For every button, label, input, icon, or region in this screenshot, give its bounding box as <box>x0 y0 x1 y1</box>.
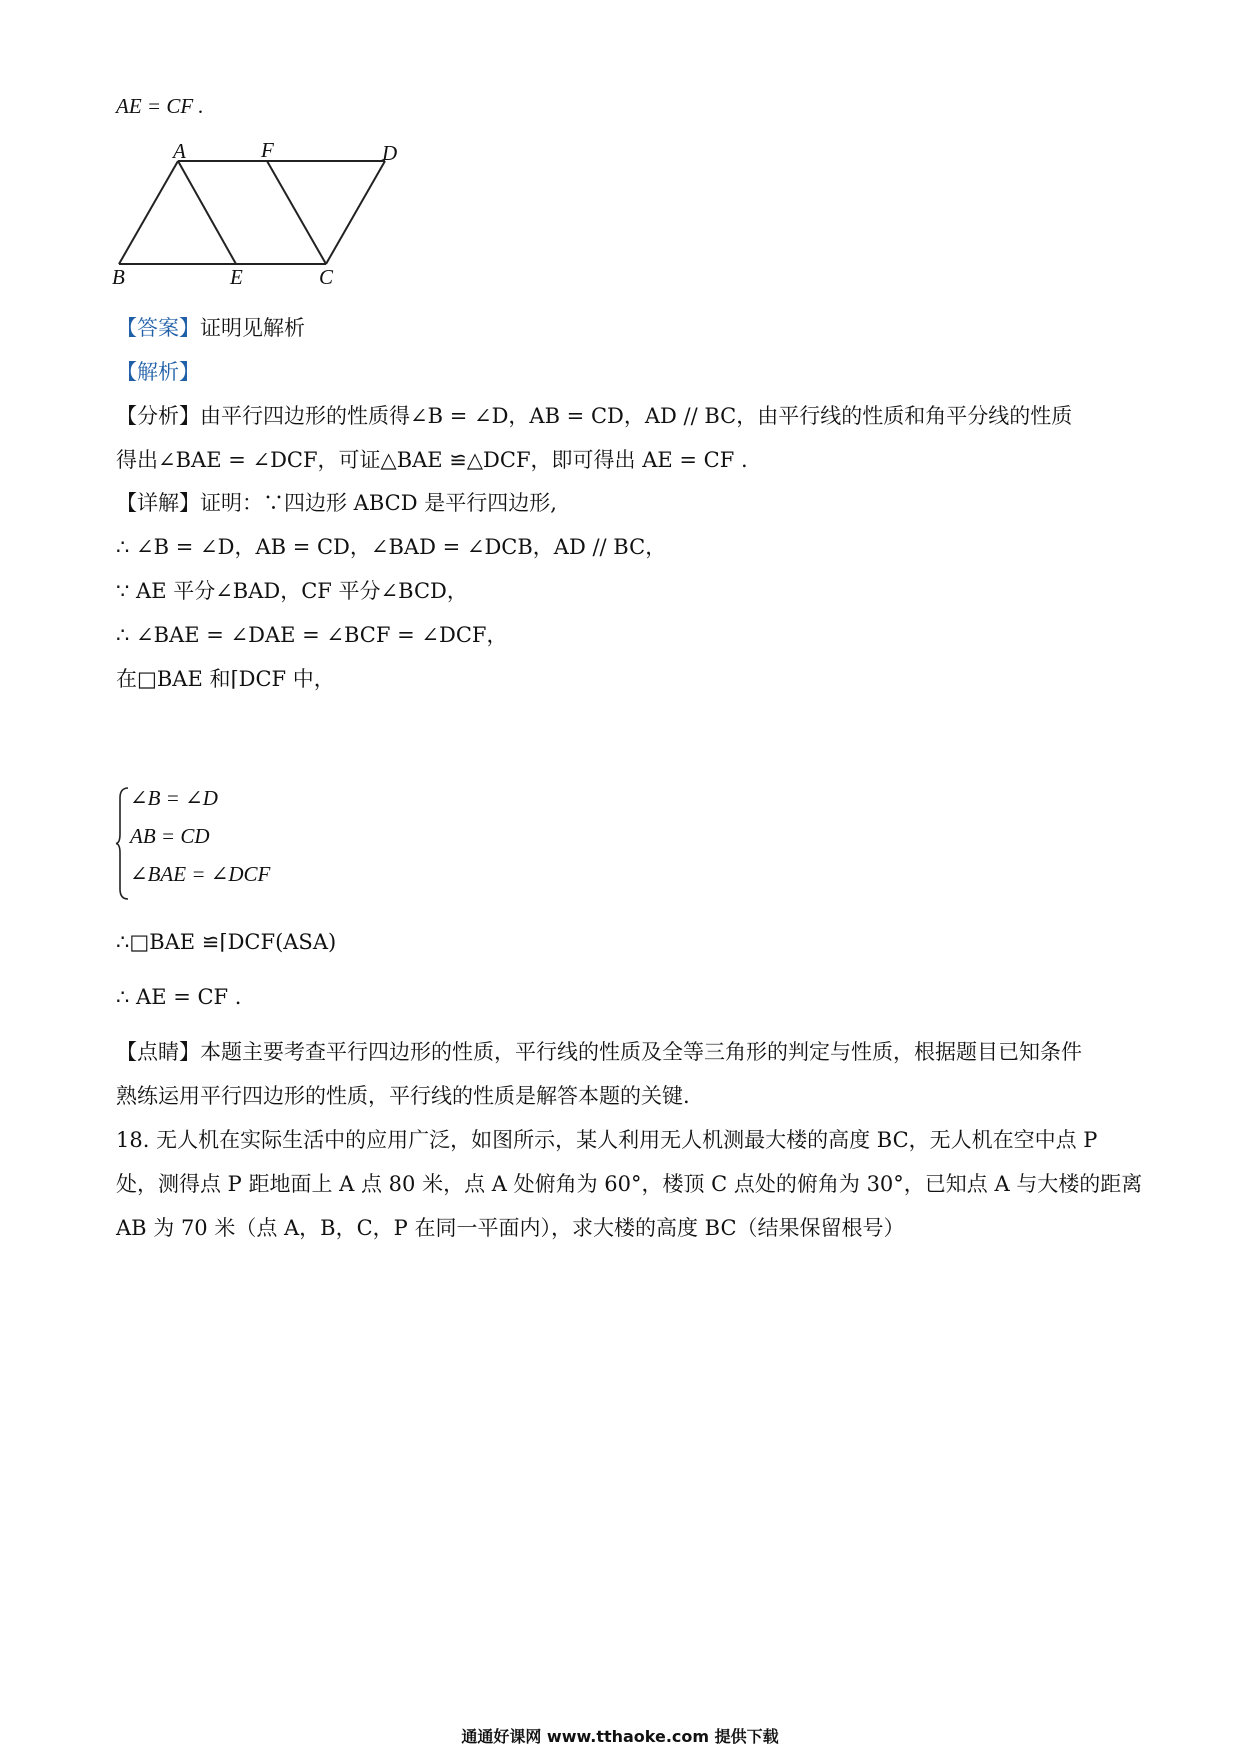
left-brace-icon <box>116 786 130 901</box>
answer-tag: 【答案】 <box>116 316 200 340</box>
detail-line-7: ∴ AE = CF . <box>116 985 242 1009</box>
label-f: F <box>261 138 274 162</box>
segment-ab <box>119 161 178 264</box>
label-c: C <box>319 265 334 289</box>
label-d: D <box>382 141 398 165</box>
answer-text: 证明见解析 <box>200 316 305 340</box>
dianjing-text-1: 本题主要考查平行四边形的性质，平行线的性质及全等三角形的判定与性质，根据题目已知条件 <box>200 1040 1082 1064</box>
problem-18-line-1: 18. 无人机在实际生活中的应用广泛，如图所示，某人利用无人机测最大楼的高度 BC，无人机在空中点 P <box>116 1128 1098 1152</box>
detail-line-5: 在□BAE 和⌈DCF 中， <box>116 667 335 691</box>
answer-line <box>116 312 305 342</box>
detail-line-4: ∴ ∠BAE = ∠DAE = ∠BCF = ∠DCF， <box>116 623 508 647</box>
fenxi-text-1: 由平行四边形的性质得∠B = ∠D，AB = CD，AD // BC，由平行线的性质和角平分线的性质 <box>200 404 1073 428</box>
analysis-tag: 【解析】 <box>116 360 200 384</box>
parallelogram-figure <box>112 138 415 295</box>
problem-18-line-3: AB 为 70 米（点 A，B，C，P 在同一平面内），求大楼的高度 BC（结果保留根号） <box>116 1216 905 1240</box>
given-conclusion: AE = CF . <box>116 94 204 118</box>
equation-system <box>116 786 376 901</box>
detail-line-3: ∵ AE 平分∠BAD，CF 平分∠BCD， <box>116 579 468 603</box>
problem-18-line-2: 处，测得点 P 距地面上 A 点 80 米，点 A 处俯角为 60°，楼顶 C 点处的俯角为 30°，已知点 A 与大楼的距离 <box>116 1172 1143 1196</box>
dianjing-tag: 【点睛】 <box>116 1040 200 1064</box>
page-footer: 通通好课网 www.tthaoke.com 提供下载 <box>461 1727 779 1746</box>
segment-dc <box>326 161 385 264</box>
system-row-1: ∠B = ∠D <box>130 786 218 810</box>
detail-line-6: ∴□BAE ≌⌈DCF(ASA) <box>116 930 337 954</box>
detail-tag: 【详解】 <box>116 491 200 515</box>
label-e: E <box>230 265 243 289</box>
detail-line-1 <box>116 487 557 517</box>
detail-text-1: 证明：∵四边形 ABCD 是平行四边形, <box>200 491 557 515</box>
fenxi-line-2: 得出∠BAE = ∠DCF，可证△BAE ≌△DCF，即可得出 AE = CF . <box>116 448 748 472</box>
system-row-3: ∠BAE = ∠DCF <box>130 862 271 886</box>
fenxi-tag: 【分析】 <box>116 404 200 428</box>
dianjing-line-1 <box>116 1036 1082 1066</box>
system-row-2: AB = CD <box>130 824 210 848</box>
analysis-heading <box>116 356 200 386</box>
label-b: B <box>112 265 125 289</box>
label-a: A <box>173 139 186 163</box>
dianjing-line-2: 熟练运用平行四边形的性质，平行线的性质是解答本题的关键. <box>116 1084 690 1108</box>
detail-line-2: ∴ ∠B = ∠D，AB = CD，∠BAD = ∠DCB，AD // BC， <box>116 535 667 559</box>
segment-ae <box>178 161 236 264</box>
fenxi-line-1 <box>116 400 1072 430</box>
segment-fc <box>267 161 326 264</box>
